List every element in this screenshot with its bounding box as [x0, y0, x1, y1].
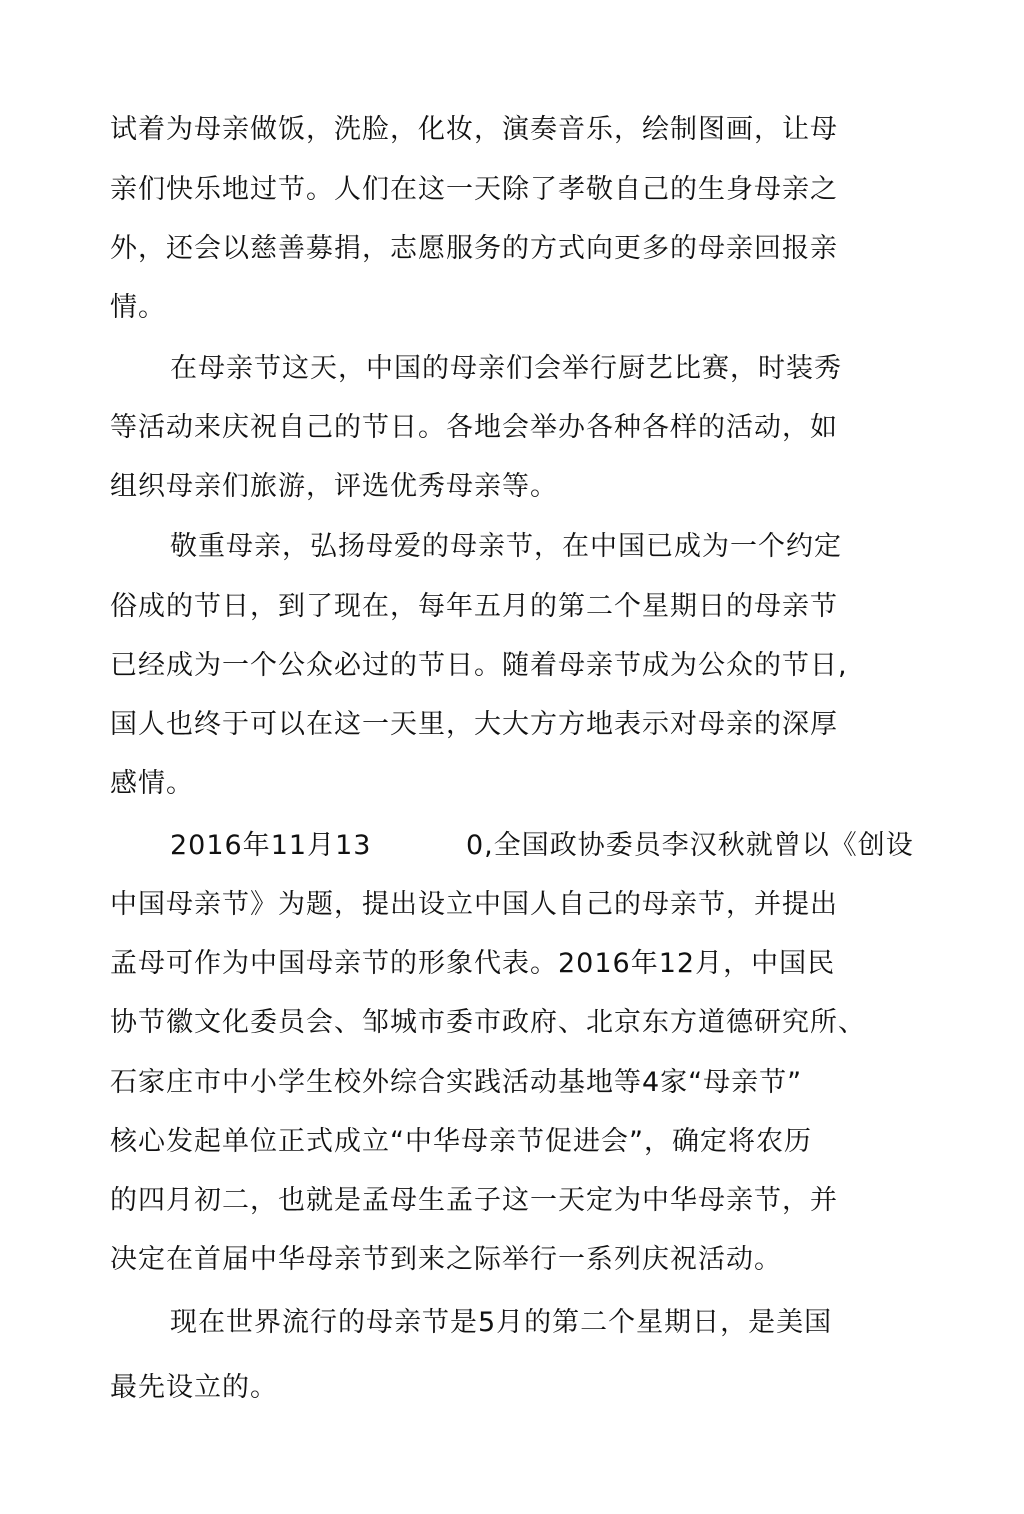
paragraph-5-line-2: 最先设立的。	[110, 1372, 278, 1403]
paragraph-4-line-7: 的四月初二，也就是孟母生孟子这一天定为中华母亲节，并	[110, 1185, 838, 1216]
paragraph-4-line-4: 协节徽文化委员会、邹城市委市政府、北京东方道德研究所、	[110, 1007, 866, 1038]
paragraph-3-line-1: 敬重母亲，弘扬母爱的母亲节，在中国已成为一个约定	[170, 531, 842, 562]
paragraph-4-line-8: 决定在首届中华母亲节到来之际举行一系列庆祝活动。	[110, 1244, 782, 1275]
paragraph-3-line-3: 已经成为一个公众必过的节日。随着母亲节成为公众的节日,	[110, 650, 848, 681]
paragraph-4-line-5: 石家庄市中小学生校外综合实践活动基地等4家“母亲节”	[110, 1067, 803, 1098]
paragraph-4-line-1-text: 0,全国政协委员李汉秋就曾以《创设	[466, 830, 914, 861]
paragraph-2-line-3: 组织母亲们旅游，评选优秀母亲等。	[110, 471, 558, 502]
paragraph-5-line-1: 现在世界流行的母亲节是5月的第二个星期日，是美国	[170, 1307, 833, 1338]
paragraph-4-line-2: 中国母亲节》为题，提出设立中国人自己的母亲节，并提出	[110, 889, 838, 920]
paragraph-1-line-1: 试着为母亲做饭，洗脸，化妆，演奏音乐，绘制图画，让母	[110, 114, 838, 145]
paragraph-1-line-2: 亲们快乐地过节。人们在这一天除了孝敬自己的生身母亲之	[110, 174, 838, 205]
paragraph-1-line-4: 情。	[110, 292, 166, 323]
paragraph-4-line-6: 核心发起单位正式成立“中华母亲节促进会”，确定将农历	[110, 1126, 812, 1157]
paragraph-3-line-5: 感情。	[110, 768, 194, 799]
paragraph-3-line-2: 俗成的节日，到了现在，每年五月的第二个星期日的母亲节	[110, 591, 838, 622]
paragraph-2-line-1: 在母亲节这天，中国的母亲们会举行厨艺比赛，时装秀	[170, 353, 842, 384]
paragraph-3-line-4: 国人也终于可以在这一天里，大大方方地表示对母亲的深厚	[110, 709, 838, 740]
paragraph-4-line-3: 孟母可作为中国母亲节的形象代表。2016年12月，中国民	[110, 948, 836, 979]
paragraph-4-line-1-date: 2016年11月13	[170, 830, 372, 861]
paragraph-1-line-3: 外，还会以慈善募捐，志愿服务的方式向更多的母亲回报亲	[110, 233, 838, 264]
paragraph-2-line-2: 等活动来庆祝自己的节日。各地会举办各种各样的活动，如	[110, 412, 838, 443]
